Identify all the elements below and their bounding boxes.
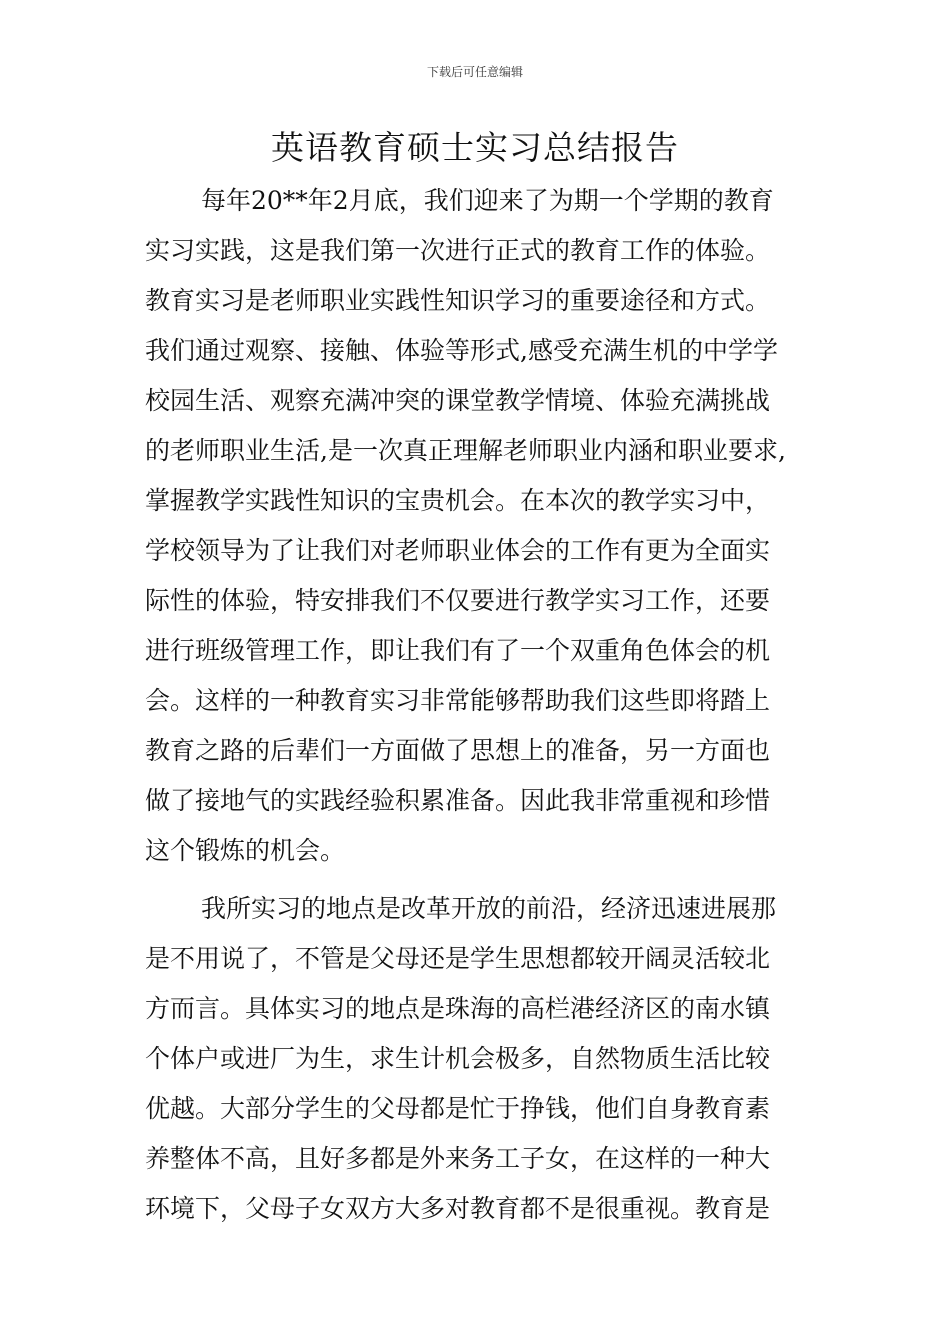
text-line: 学校领导为了让我们对老师职业体会的工作有更为全面实 bbox=[145, 536, 771, 565]
text-line: 进行班级管理工作，即让我们有了一个双重角色体会的机 bbox=[145, 636, 771, 665]
text-line: 校园生活、观察充满冲突的课堂教学情境、体验充满挑战 bbox=[145, 386, 771, 415]
paragraph-2 bbox=[145, 884, 810, 1234]
text-line: 方而言。具体实习的地点是珠海的高栏港经济区的南水镇 bbox=[145, 994, 771, 1023]
text-line: 做了接地气的实践经验积累准备。因此我非常重视和珍惜 bbox=[145, 786, 771, 815]
text-line: 每年20**年2月底，我们迎来了为期一个学期的教育 bbox=[201, 186, 774, 215]
paragraph-1 bbox=[145, 176, 810, 876]
paragraph-spacer bbox=[145, 876, 810, 884]
text-line: 的老师职业生活,是一次真正理解老师职业内涵和职业要求, bbox=[145, 436, 786, 465]
text-line: 环境下，父母子女双方大多对教育都不是很重视。教育是 bbox=[145, 1194, 771, 1223]
text-line: 际性的体验，特安排我们不仅要进行教学实习工作，还要 bbox=[145, 586, 771, 615]
text-line: 我所实习的地点是改革开放的前沿，经济迅速进展那 bbox=[201, 894, 777, 923]
text-line: 掌握教学实践性知识的宝贵机会。在本次的教学实习中， bbox=[145, 486, 771, 515]
text-line: 是不用说了，不管是父母还是学生思想都较开阔灵活较北 bbox=[145, 944, 771, 973]
text-line: 个体户或进厂为生，求生计机会极多，自然物质生活比较 bbox=[145, 1044, 771, 1073]
text-line: 实习实践，这是我们第一次进行正式的教育工作的体验。 bbox=[145, 236, 771, 265]
document-body bbox=[145, 176, 810, 1234]
text-line: 会。这样的一种教育实习非常能够帮助我们这些即将踏上 bbox=[145, 686, 771, 715]
text-line: 我们通过观察、接触、体验等形式,感受充满生机的中学学 bbox=[145, 336, 778, 365]
text-line: 这个锻炼的机会。 bbox=[145, 836, 346, 865]
text-line: 养整体不高，且好多都是外来务工子女，在这样的一种大 bbox=[145, 1144, 771, 1173]
text-line: 优越。大部分学生的父母都是忙于挣钱，他们自身教育素 bbox=[145, 1094, 771, 1123]
text-line: 教育之路的后辈们一方面做了思想上的准备，另一方面也 bbox=[145, 736, 771, 765]
text-line: 教育实习是老师职业实践性知识学习的重要途径和方式。 bbox=[145, 286, 771, 315]
document-title: 英语教育硕士实习总结报告 bbox=[271, 128, 679, 167]
page-header-note: 下载后可任意编辑 bbox=[426, 65, 523, 79]
